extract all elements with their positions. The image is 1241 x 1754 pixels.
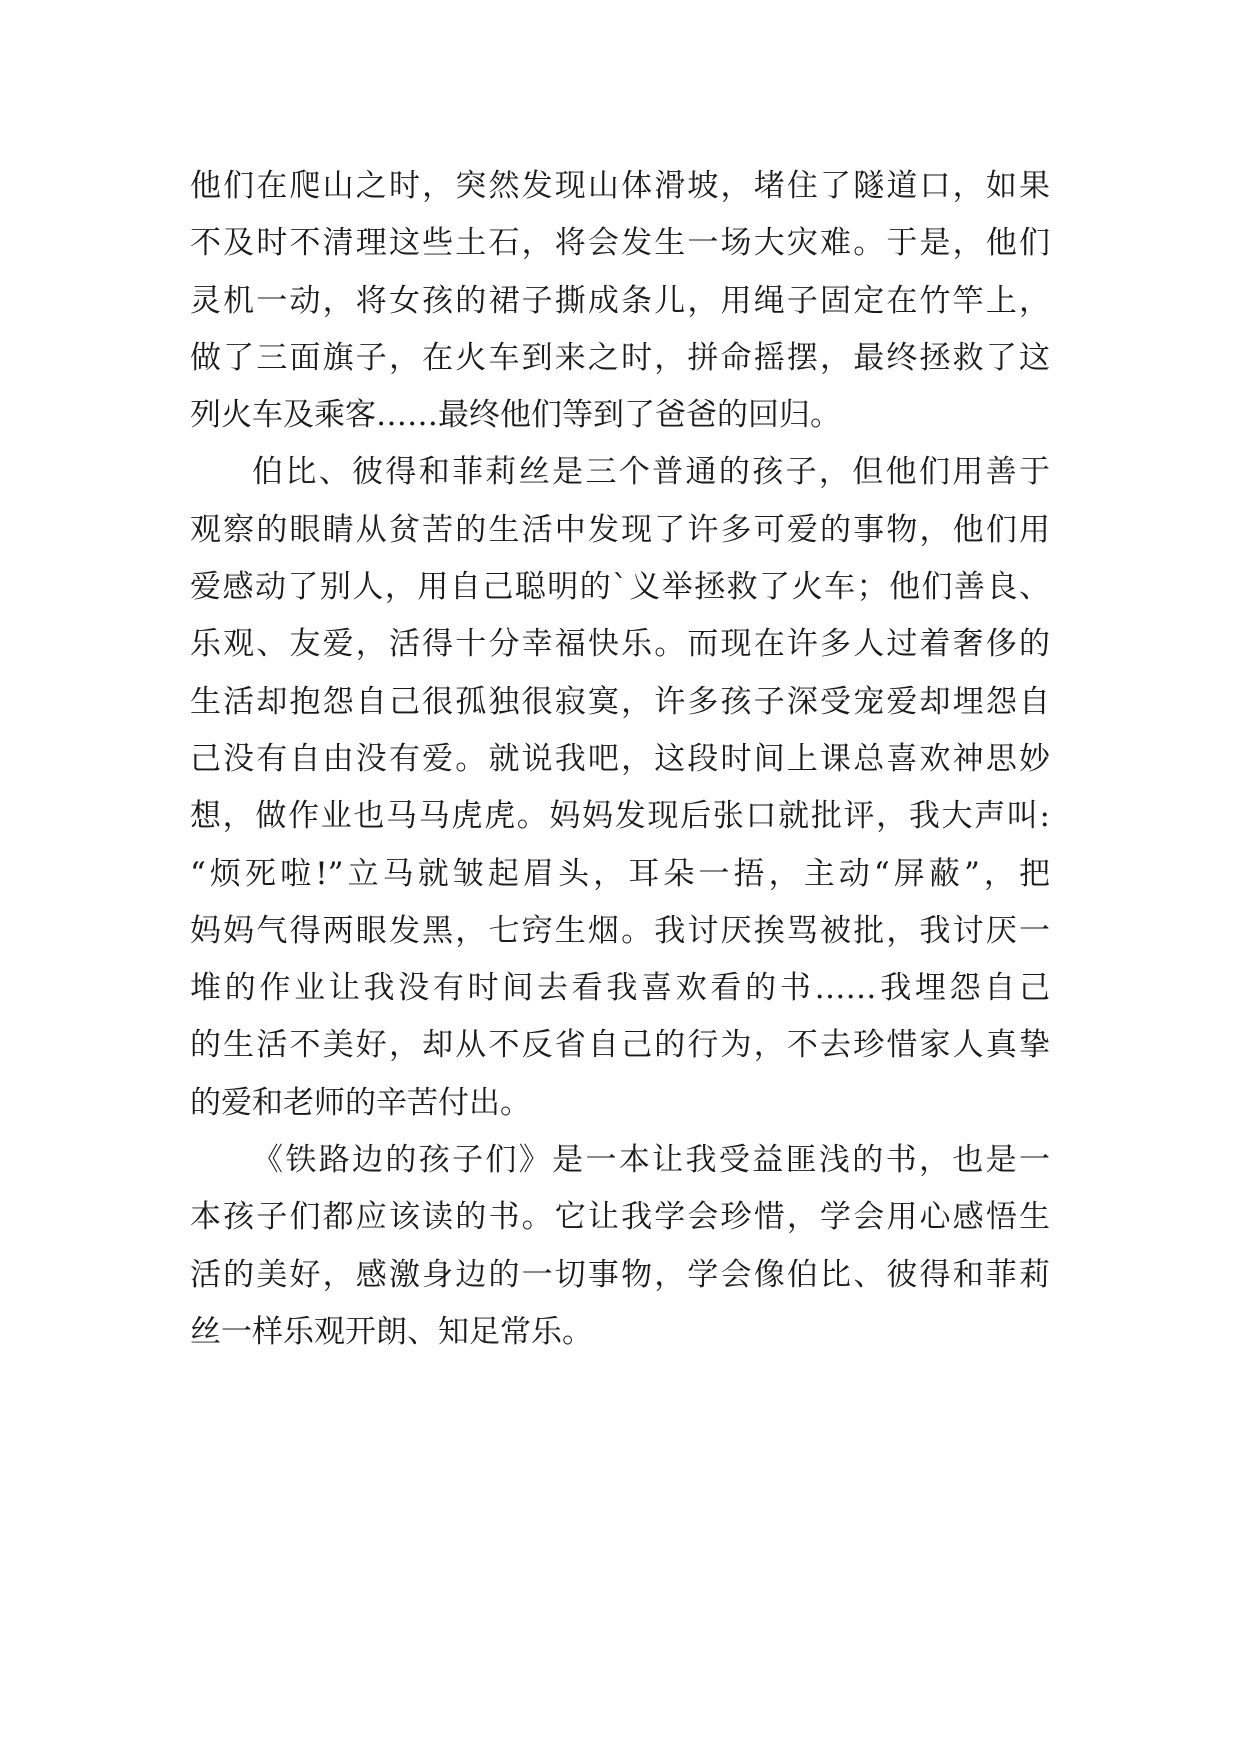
paragraph xyxy=(190,444,1050,1132)
text-line: 列火车及乘客……最终他们等到了爸爸的回归。 xyxy=(190,397,841,434)
text-line: 他们在爬山之时，突然发现山体滑坡，堵住了隧道口，如果 xyxy=(190,168,1050,204)
text-line: 观察的眼睛从贫苦的生活中发现了许多可爱的事物，他们用 xyxy=(190,511,1050,548)
text-line: 灵机一动，将女孩的裙子撕成条儿，用绳子固定在竹竿上， xyxy=(190,282,1050,319)
text-line: 堆的作业让我没有时间去看我喜欢看的书……我埋怨自己 xyxy=(190,970,1050,1007)
text-line: 的爱和老师的辛苦付出。 xyxy=(190,1084,531,1121)
text-line: 伯比、彼得和菲莉丝是三个普通的孩子，但他们用善于 xyxy=(252,454,1050,491)
text-line: 本孩子们都应该读的书。它让我学会珍惜，学会用心感悟生 xyxy=(190,1199,1050,1236)
text-line: 不及时不清理这些土石，将会发生一场大灾难。于是，他们 xyxy=(190,225,1050,262)
text-line: 爱感动了别人，用自己聪明的`义举拯救了火车；他们善良、 xyxy=(190,569,1050,606)
text-line: 己没有自由没有爱。就说我吧，这段时间上课总喜欢神思妙 xyxy=(190,740,1050,777)
text-line: 做了三面旗子，在火车到来之时，拼命摇摆，最终拯救了这 xyxy=(190,339,1050,376)
paragraph xyxy=(190,158,1050,444)
text-line: 想，做作业也马马虎虎。妈妈发现后张口就批评，我大声叫: xyxy=(190,798,1050,835)
text-line: 活的美好，感激身边的一切事物，学会像伯比、彼得和菲莉 xyxy=(190,1256,1050,1293)
text-line: “烦死啦!”立马就皱起眉头，耳朵一捂，主动“屏蔽”，把 xyxy=(190,855,1050,892)
text-line: 乐观、友爱，活得十分幸福快乐。而现在许多人过着奢侈的 xyxy=(190,626,1050,663)
text-line: 生活却抱怨自己很孤独很寂寞，许多孩子深受宠爱却埋怨自 xyxy=(190,683,1050,720)
text-line: 妈妈气得两眼发黑，七窍生烟。我讨厌挨骂被批，我讨厌一 xyxy=(190,912,1050,949)
text-line: 丝一样乐观开朗、知足常乐。 xyxy=(190,1313,593,1350)
body-text xyxy=(190,158,1050,1361)
text-line: 《铁路边的孩子们》是一本让我受益匪浅的书，也是一 xyxy=(252,1142,1050,1179)
paragraph xyxy=(190,1132,1050,1361)
text-line: 的生活不美好，却从不反省自己的行为，不去珍惜家人真挚 xyxy=(190,1027,1050,1064)
